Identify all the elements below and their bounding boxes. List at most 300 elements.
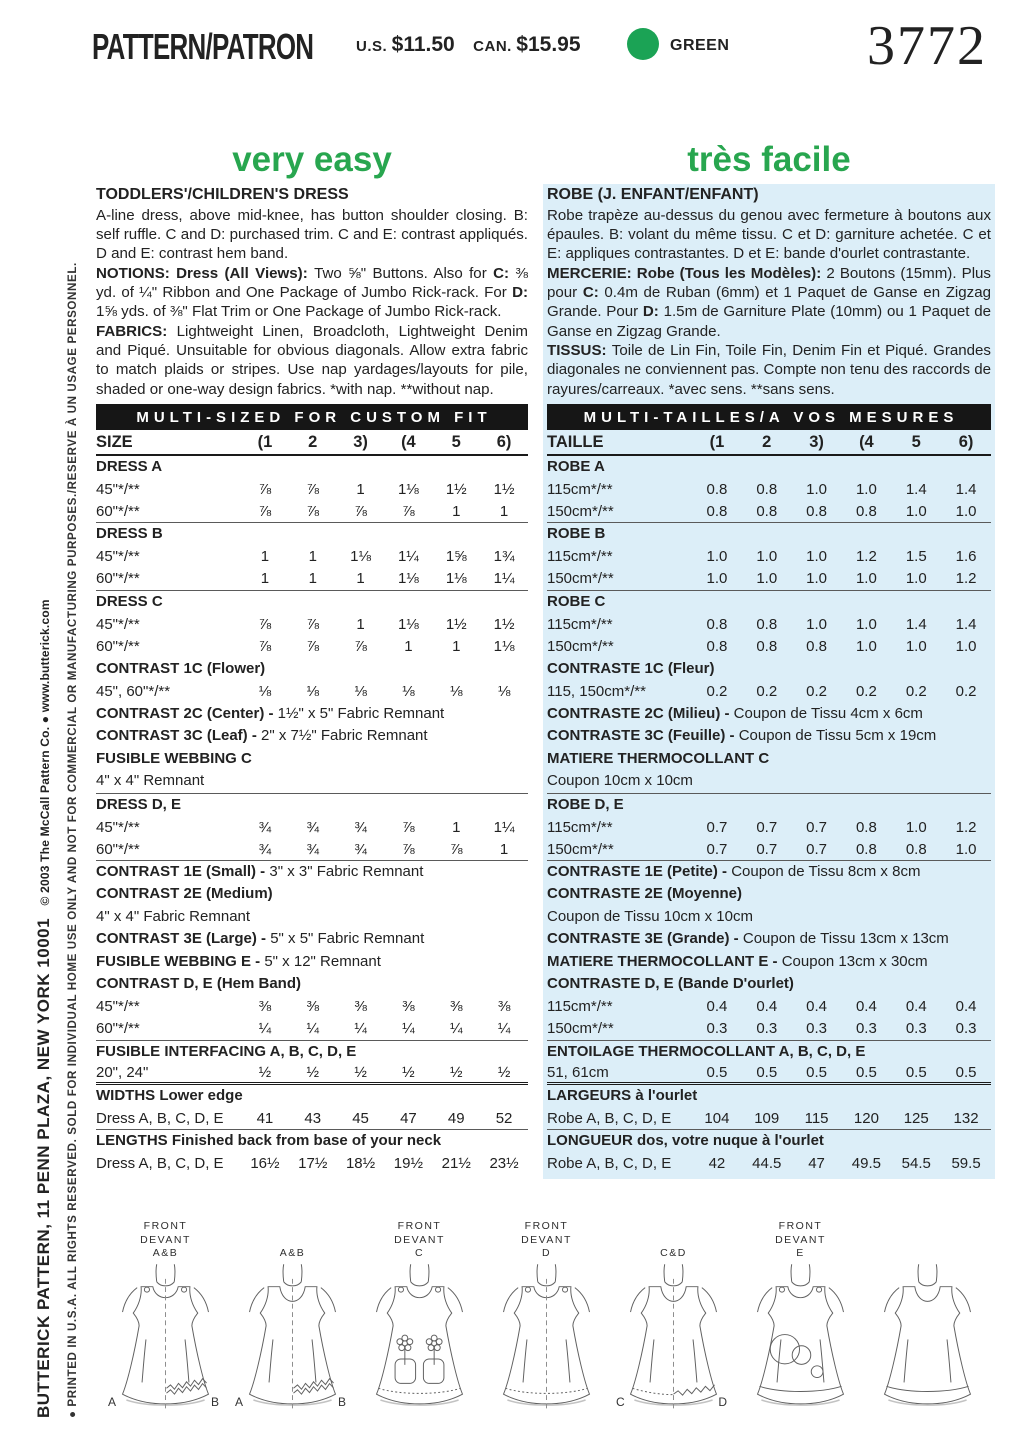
row-value: 1 bbox=[260, 570, 270, 588]
table-row bbox=[547, 680, 991, 702]
row-value: 0.8 bbox=[756, 481, 778, 499]
row-value: 1½ bbox=[493, 481, 515, 499]
row-label: Dress A, B, C, D, E bbox=[96, 1110, 224, 1128]
table-section-heading: CONTRASTE 1C (Fleur) bbox=[547, 659, 715, 677]
table-note-row: CONTRASTE 3E (Grande) - Coupon de Tissu 13cm x 13cm bbox=[547, 930, 949, 948]
sidebar-publisher-line bbox=[34, 599, 54, 1418]
row-value: 1¼ bbox=[397, 548, 419, 566]
table-row bbox=[547, 839, 991, 861]
row-value: 109 bbox=[754, 1110, 780, 1128]
table-plain-row: Coupon 10cm x 10cm bbox=[547, 770, 991, 793]
row-value: ⅞ bbox=[306, 503, 319, 521]
row-value: 0.8 bbox=[706, 503, 728, 521]
row-value: 1.0 bbox=[806, 615, 827, 633]
row-label: 150cm*/** bbox=[547, 638, 614, 656]
dress-figure bbox=[864, 1213, 991, 1413]
row-value: ⅞ bbox=[402, 840, 415, 858]
row-label: 115cm*/** bbox=[547, 818, 613, 836]
table-row bbox=[96, 635, 528, 657]
row-value: 0.8 bbox=[706, 615, 728, 633]
size-value: 2 bbox=[308, 432, 318, 451]
row-value: ½ bbox=[497, 1064, 511, 1082]
row-value: 1.0 bbox=[706, 548, 728, 566]
row-value: ⅞ bbox=[258, 481, 272, 499]
row-value: 1.0 bbox=[806, 570, 827, 588]
row-label: 115cm*/** bbox=[547, 998, 613, 1016]
row-value: 1¼ bbox=[493, 570, 515, 588]
row-value: 1.0 bbox=[955, 638, 977, 656]
table-row bbox=[96, 1063, 528, 1085]
row-value: 0.5 bbox=[706, 1064, 728, 1082]
yardage-table-en bbox=[96, 456, 528, 1175]
table-section-heading: CONTRAST 1C (Flower) bbox=[96, 659, 266, 677]
table-row bbox=[96, 816, 528, 838]
row-value: 0.7 bbox=[706, 840, 728, 858]
row-value: 0.7 bbox=[756, 840, 778, 858]
size-value: (4 bbox=[859, 432, 874, 451]
table-row bbox=[547, 478, 991, 500]
row-value: 1 bbox=[499, 840, 509, 858]
row-value: ¼ bbox=[354, 1020, 367, 1038]
row-value: 1⅛ bbox=[350, 548, 371, 566]
row-value: 47 bbox=[808, 1155, 825, 1173]
size-value: 3) bbox=[809, 432, 824, 451]
row-value: 125 bbox=[903, 1110, 929, 1128]
english-panel bbox=[92, 184, 532, 1179]
row-label: 60"*/** bbox=[96, 570, 140, 588]
row-value: 0.4 bbox=[706, 998, 728, 1016]
row-value: 1 bbox=[356, 570, 365, 588]
row-value: 1⅛ bbox=[397, 481, 419, 499]
description-paragraph: MERCERIE: Robe (Tous les Modèles): 2 Boutons (15mm). Plus pour C: 0.4m de Ruban (6mm) et 1 Paquet de Ganse en Zigzag Grande. Pour D: 1.5m de Garniture Plate (10mm) ou 1 Paquet de Ganse en Zigzag Grande. bbox=[547, 264, 992, 340]
row-value: ¾ bbox=[354, 818, 367, 836]
row-value: 1 bbox=[452, 818, 461, 836]
row-value: 1.2 bbox=[955, 818, 977, 836]
table-section-heading: LARGEURS à l'ourlet bbox=[547, 1087, 698, 1105]
row-value: 0.4 bbox=[955, 998, 977, 1016]
row-value: ⅞ bbox=[354, 638, 367, 656]
table-row bbox=[547, 501, 991, 523]
row-value: 0.2 bbox=[855, 683, 877, 701]
table-section-heading: MATIERE THERMOCOLLANT C bbox=[547, 749, 770, 767]
table-row bbox=[547, 816, 991, 838]
row-label: Dress A, B, C, D, E bbox=[96, 1155, 224, 1173]
row-value: ½ bbox=[402, 1064, 415, 1082]
row-value: 0.2 bbox=[905, 683, 927, 701]
table-note-row: CONTRASTE 3C (Feuille) - Coupon de Tissu 5cm x 19cm bbox=[547, 727, 937, 745]
row-value: 0.2 bbox=[756, 683, 778, 701]
row-value: ¼ bbox=[449, 1020, 463, 1038]
table-section-heading: CONTRASTE 2E (Moyenne) bbox=[547, 885, 743, 903]
row-label: Robe A, B, C, D, E bbox=[547, 1155, 672, 1173]
table-note-row: CONTRAST 3C (Leaf) - 2" x 7½" Fabric Remnant bbox=[96, 727, 428, 745]
row-value: ⅛ bbox=[497, 683, 511, 701]
row-value: 0.2 bbox=[955, 683, 977, 701]
table-row bbox=[96, 546, 528, 568]
row-value: 1.0 bbox=[855, 615, 877, 633]
row-value: 0.8 bbox=[706, 481, 728, 499]
row-value: 0.5 bbox=[955, 1064, 977, 1082]
row-value: 1.0 bbox=[855, 638, 877, 656]
row-value: 0.3 bbox=[955, 1020, 977, 1038]
dress-figure bbox=[102, 1213, 229, 1413]
row-value: 115 bbox=[804, 1110, 829, 1128]
table-plain-row: 4" x 4" Remnant bbox=[96, 770, 528, 793]
row-value: ⅜ bbox=[258, 998, 272, 1016]
row-value: 54.5 bbox=[901, 1155, 931, 1173]
view-letter-right: B bbox=[337, 1395, 346, 1409]
row-value: ⅞ bbox=[306, 615, 319, 633]
row-value: ⅜ bbox=[449, 998, 463, 1016]
table-note-row: CONTRASTE 2C (Milieu) - Coupon de Tissu 4cm x 6cm bbox=[547, 704, 923, 722]
row-value: 0.2 bbox=[806, 683, 827, 701]
size-label: TAILLE bbox=[547, 432, 604, 451]
row-value: ⅛ bbox=[354, 683, 367, 701]
row-value: 1 bbox=[260, 548, 270, 566]
table-row bbox=[547, 1108, 991, 1130]
price-can-label: CAN. bbox=[473, 38, 512, 55]
table-note-row: FUSIBLE WEBBING E - 5" x 12" Remnant bbox=[96, 952, 381, 970]
row-value: ¼ bbox=[306, 1020, 319, 1038]
row-value: ½ bbox=[258, 1064, 272, 1082]
dress-illustration bbox=[229, 1261, 356, 1413]
row-value: 59.5 bbox=[951, 1155, 981, 1173]
row-value: ⅞ bbox=[258, 503, 272, 521]
row-value: 0.5 bbox=[806, 1064, 827, 1082]
row-value: 0.8 bbox=[855, 840, 877, 858]
table-note-row: CONTRAST 2C (Center) - 1½" x 5" Fabric Remnant bbox=[96, 704, 445, 722]
row-value: 0.7 bbox=[756, 818, 778, 836]
row-value: ⅛ bbox=[402, 683, 415, 701]
row-label: 115, 150cm*/** bbox=[547, 683, 646, 701]
yardage-table-fr bbox=[547, 456, 991, 1175]
row-label: 150cm*/** bbox=[547, 570, 614, 588]
difficulty-heading-en: very easy bbox=[232, 140, 392, 179]
row-value: ⅞ bbox=[258, 638, 272, 656]
row-label: 60"*/** bbox=[96, 840, 140, 858]
description-paragraph: TISSUS: Toile de Lin Fin, Toile Fin, Denim Fin et Piqué. Grandes diagonales ne conviennent pas. Compte non tenu des raccords de rayures/carreaux. *avec sens. **sans sens. bbox=[547, 341, 991, 398]
row-value: 0.3 bbox=[706, 1020, 728, 1038]
row-value: 1.5 bbox=[905, 548, 927, 566]
row-value: 1.0 bbox=[706, 570, 728, 588]
dress-figure bbox=[737, 1213, 864, 1413]
row-value: ⅜ bbox=[497, 998, 511, 1016]
price-block bbox=[356, 33, 595, 57]
row-value: 0.8 bbox=[806, 503, 827, 521]
table-section-heading: CONTRAST D, E (Hem Band) bbox=[96, 975, 302, 993]
row-value: 42 bbox=[708, 1155, 726, 1173]
row-value: ½ bbox=[306, 1064, 319, 1082]
table-section-heading: DRESS D, E bbox=[96, 795, 182, 813]
row-value: 18½ bbox=[345, 1155, 376, 1173]
table-section-heading: DRESS B bbox=[96, 525, 163, 543]
row-value: 1½ bbox=[445, 481, 467, 499]
table-row bbox=[96, 1108, 528, 1130]
price-us-amount: $11.50 bbox=[391, 33, 455, 56]
row-value: ¼ bbox=[497, 1020, 511, 1038]
row-value: 47 bbox=[400, 1110, 417, 1128]
row-value: 0.2 bbox=[706, 683, 728, 701]
row-value: 1.0 bbox=[756, 570, 778, 588]
row-label: 51, 61cm bbox=[547, 1064, 609, 1082]
row-value: 1 bbox=[356, 615, 365, 633]
row-value: 0.5 bbox=[855, 1064, 877, 1082]
row-value: 1½ bbox=[493, 615, 515, 633]
row-label: 60"*/** bbox=[96, 1020, 140, 1038]
description-paragraph: NOTIONS: Dress (All Views): Two ⅝" Buttons. Also for C: ⅜ yd. of ¼" Ribbon and One Package of Jumbo Rick-rack. For D: 1⅝ yds. of ⅜" Flat Trim or One Package of Jumbo Rick-rack. bbox=[96, 264, 528, 321]
size-value: (4 bbox=[401, 432, 416, 451]
row-value: ¾ bbox=[258, 818, 272, 836]
row-value: 1.0 bbox=[855, 481, 877, 499]
row-label: 150cm*/** bbox=[547, 503, 614, 521]
table-row bbox=[96, 613, 528, 635]
row-value: 1.0 bbox=[905, 638, 927, 656]
row-value: ⅜ bbox=[306, 998, 319, 1016]
row-value: 1¾ bbox=[493, 548, 515, 566]
row-value: 1¼ bbox=[493, 818, 515, 836]
row-label: 45"*/** bbox=[96, 481, 140, 499]
row-value: ⅞ bbox=[402, 818, 415, 836]
row-value: 0.8 bbox=[756, 638, 778, 656]
view-label: FRONT DEVANT A&B bbox=[140, 1220, 191, 1260]
row-value: 1.0 bbox=[905, 570, 927, 588]
row-value: ⅞ bbox=[258, 615, 272, 633]
size-value: 6) bbox=[958, 432, 974, 451]
table-section-heading: ENTOILAGE THERMOCOLLANT A, B, C, D, E bbox=[547, 1042, 866, 1060]
publisher-copyright: © 2003 The McCall Pattern Co. ● www.butterick.com bbox=[38, 599, 52, 906]
row-value: 1.0 bbox=[756, 548, 778, 566]
row-value: 0.4 bbox=[905, 998, 927, 1016]
row-value: 1.0 bbox=[955, 503, 977, 521]
row-value: ⅞ bbox=[306, 481, 319, 499]
row-value: 0.8 bbox=[855, 503, 877, 521]
description-en bbox=[96, 185, 528, 399]
table-row bbox=[96, 996, 528, 1018]
table-plain-row: 4" x 4" Fabric Remnant bbox=[96, 907, 251, 925]
description-paragraph: Robe trapèze au-dessus du genou avec fermeture à boutons aux épaules. B: volant du même tissu. C et D: garniture achetée. C et E: appliques contrastantes. D et E: bande d'ourlet contrastante. bbox=[547, 206, 991, 263]
row-value: ⅞ bbox=[402, 503, 415, 521]
table-section-heading: CONTRASTE D, E (Bande D'ourlet) bbox=[547, 975, 794, 993]
row-value: 45 bbox=[352, 1110, 369, 1128]
row-value: ⅞ bbox=[306, 638, 319, 656]
row-value: 49 bbox=[447, 1110, 465, 1128]
size-value: 2 bbox=[762, 432, 772, 451]
row-label: 45"*/** bbox=[96, 818, 140, 836]
row-value: ¾ bbox=[354, 840, 367, 858]
size-value: 5 bbox=[911, 432, 921, 451]
row-value: 132 bbox=[953, 1110, 979, 1128]
table-row bbox=[96, 478, 528, 500]
row-value: 0.7 bbox=[706, 818, 728, 836]
table-note-row: MATIERE THERMOCOLLANT E - Coupon 13cm x 30cm bbox=[547, 952, 928, 970]
dress-views-row bbox=[102, 1213, 991, 1413]
dress-illustration bbox=[610, 1261, 737, 1413]
row-value: 0.8 bbox=[756, 615, 778, 633]
row-label: 45"*/** bbox=[96, 548, 140, 566]
dress-illustration bbox=[356, 1261, 483, 1413]
dress-illustration bbox=[483, 1261, 610, 1413]
size-value: 3) bbox=[353, 432, 368, 451]
row-label: 115cm*/** bbox=[547, 615, 613, 633]
row-value: 1 bbox=[308, 570, 317, 588]
table-section-heading: FUSIBLE INTERFACING A, B, C, D, E bbox=[96, 1042, 357, 1060]
table-plain-row: Coupon de Tissu 10cm x 10cm bbox=[547, 907, 753, 925]
row-value: ¾ bbox=[306, 840, 319, 858]
table-section-heading: WIDTHS Lower edge bbox=[96, 1087, 243, 1105]
dress-illustration bbox=[737, 1261, 864, 1413]
row-value: 0.8 bbox=[855, 818, 877, 836]
table-row bbox=[547, 1063, 991, 1085]
table-row bbox=[96, 680, 528, 702]
row-value: 1⅛ bbox=[493, 638, 515, 656]
row-value: ⅜ bbox=[354, 998, 367, 1016]
row-label: 45", 60"*/** bbox=[96, 683, 171, 701]
table-row bbox=[96, 1153, 528, 1175]
row-value: 1.6 bbox=[955, 548, 977, 566]
size-header-row-fr bbox=[547, 430, 991, 456]
table-row bbox=[96, 501, 528, 523]
row-value: ⅛ bbox=[449, 683, 463, 701]
row-value: ⅛ bbox=[258, 683, 272, 701]
color-name-label: GREEN bbox=[670, 37, 730, 54]
row-value: 16½ bbox=[250, 1155, 280, 1173]
row-value: 1.0 bbox=[855, 570, 877, 588]
row-value: 1.0 bbox=[905, 818, 927, 836]
view-label: FRONT DEVANT C bbox=[394, 1220, 445, 1260]
table-section-heading: FUSIBLE WEBBING C bbox=[96, 749, 252, 767]
size-value: (1 bbox=[709, 432, 725, 451]
french-column bbox=[543, 140, 995, 1179]
row-value: 19½ bbox=[393, 1155, 423, 1173]
row-value: 49.5 bbox=[851, 1155, 881, 1173]
row-label: 150cm*/** bbox=[547, 840, 614, 858]
row-value: ¼ bbox=[258, 1020, 272, 1038]
row-value: 0.5 bbox=[905, 1064, 927, 1082]
table-row bbox=[547, 635, 991, 657]
sidebar-rights-line: ● PRINTED IN U.S.A. ALL RIGHTS RESERVED. SOLD FOR INDIVIDUAL HOME USE ONLY AND NOT FOR COMMERCIAL OR MANUFACTURING PURPOSES./RESERVE À UN USAGE PERSONNEL. bbox=[66, 262, 79, 1418]
table-row bbox=[547, 546, 991, 568]
table-section-heading: LONGUEUR dos, votre nuque à l'ourlet bbox=[547, 1132, 824, 1150]
table-section-heading: ROBE D, E bbox=[547, 795, 624, 813]
row-label: 20", 24" bbox=[96, 1064, 149, 1082]
table-section-heading: ROBE C bbox=[547, 592, 606, 610]
row-value: 1 bbox=[308, 548, 317, 566]
row-value: 21½ bbox=[441, 1155, 471, 1173]
dress-figure bbox=[229, 1213, 356, 1413]
row-value: ⅛ bbox=[306, 683, 319, 701]
row-value: 1.4 bbox=[955, 615, 977, 633]
row-value: ½ bbox=[449, 1064, 463, 1082]
row-value: 17½ bbox=[298, 1155, 328, 1173]
row-value: 1.0 bbox=[806, 481, 827, 499]
table-row bbox=[96, 568, 528, 590]
description-paragraph: FABRICS: Lightweight Linen, Broadcloth, Lightweight Denim and Piqué. Unsuitable for obvious diagonals. Allow extra fabric to match plaids or stripes. Use nap yardages/layouts for pile, shaded or one-way design fabrics. *with nap. **without nap. bbox=[96, 322, 528, 398]
row-value: 1 bbox=[452, 638, 461, 656]
size-value: 6) bbox=[496, 432, 512, 451]
row-value: 0.8 bbox=[756, 503, 778, 521]
table-title-bar-fr: MULTI-TAILLES/A VOS MESURES bbox=[547, 404, 991, 430]
table-row bbox=[96, 1018, 528, 1040]
row-value: 0.4 bbox=[855, 998, 877, 1016]
dress-illustration bbox=[864, 1261, 991, 1413]
row-label: 60"*/** bbox=[96, 638, 140, 656]
description-fr bbox=[547, 185, 991, 399]
row-value: 1⅛ bbox=[397, 615, 419, 633]
row-value: 1.0 bbox=[806, 548, 827, 566]
table-row bbox=[96, 839, 528, 861]
row-value: 0.7 bbox=[806, 818, 827, 836]
dress-figure bbox=[483, 1213, 610, 1413]
green-dot-icon bbox=[627, 28, 659, 60]
row-value: 1 bbox=[356, 481, 365, 499]
row-label: 60"*/** bbox=[96, 503, 140, 521]
publisher-address: BUTTERICK PATTERN, 11 PENN PLAZA, NEW YORK 10001 bbox=[34, 917, 53, 1418]
view-label: C&D bbox=[660, 1247, 687, 1260]
row-value: 0.3 bbox=[756, 1020, 778, 1038]
french-panel bbox=[543, 184, 995, 1179]
row-label: 115cm*/** bbox=[547, 548, 613, 566]
row-value: 120 bbox=[853, 1110, 879, 1128]
row-value: 0.4 bbox=[806, 998, 827, 1016]
row-value: 1⅝ bbox=[445, 548, 467, 566]
table-row bbox=[547, 996, 991, 1018]
garment-title: TODDLERS'/CHILDREN'S DRESS bbox=[96, 186, 349, 203]
row-value: 1.0 bbox=[905, 503, 927, 521]
size-value: 5 bbox=[451, 432, 461, 451]
size-header-row-en bbox=[96, 430, 528, 456]
view-letter-right: B bbox=[210, 1395, 219, 1409]
table-section-heading: CONTRAST 2E (Medium) bbox=[96, 885, 273, 903]
row-value: 1 bbox=[404, 638, 413, 656]
difficulty-heading-fr: très facile bbox=[687, 140, 851, 179]
table-section-heading: ROBE B bbox=[547, 525, 606, 543]
table-row bbox=[547, 568, 991, 590]
row-value: 1½ bbox=[445, 615, 467, 633]
garment-title: ROBE (J. ENFANT/ENFANT) bbox=[547, 186, 759, 203]
view-letter-left: A bbox=[108, 1395, 117, 1409]
view-label: FRONT DEVANT E bbox=[775, 1220, 826, 1260]
table-note-row: CONTRAST 3E (Large) - 5" x 5" Fabric Remnant bbox=[96, 930, 425, 948]
row-value: 1 bbox=[499, 503, 509, 521]
row-value: 1.0 bbox=[955, 840, 977, 858]
row-value: 0.4 bbox=[756, 998, 778, 1016]
row-value: 0.5 bbox=[756, 1064, 778, 1082]
row-value: 1.2 bbox=[955, 570, 977, 588]
size-label: SIZE bbox=[96, 432, 133, 451]
table-title-bar-en: MULTI-SIZED FOR CUSTOM FIT bbox=[96, 404, 528, 430]
row-value: 1.4 bbox=[955, 481, 977, 499]
row-label: 115cm*/** bbox=[547, 481, 613, 499]
table-note-row: CONTRAST 1E (Small) - 3" x 3" Fabric Remnant bbox=[96, 862, 424, 880]
row-value: 104 bbox=[704, 1110, 730, 1128]
row-value: 1.4 bbox=[905, 615, 927, 633]
row-value: ¾ bbox=[306, 818, 319, 836]
dress-figure bbox=[610, 1213, 737, 1413]
row-value: ¼ bbox=[402, 1020, 415, 1038]
row-value: 0.3 bbox=[905, 1020, 927, 1038]
table-note-row: CONTRASTE 1E (Petite) - Coupon de Tissu 8cm x 8cm bbox=[547, 862, 921, 880]
table-section-heading: LENGTHS Finished back from base of your neck bbox=[96, 1132, 442, 1150]
row-label: 45"*/** bbox=[96, 998, 140, 1016]
table-row bbox=[547, 1153, 991, 1175]
row-label: 45"*/** bbox=[96, 615, 140, 633]
row-value: ¾ bbox=[258, 840, 272, 858]
price-can-amount: $15.95 bbox=[516, 33, 581, 56]
row-value: 0.3 bbox=[806, 1020, 827, 1038]
row-value: ⅞ bbox=[354, 503, 367, 521]
english-column bbox=[92, 140, 532, 1179]
table-section-heading: DRESS A bbox=[96, 457, 163, 475]
